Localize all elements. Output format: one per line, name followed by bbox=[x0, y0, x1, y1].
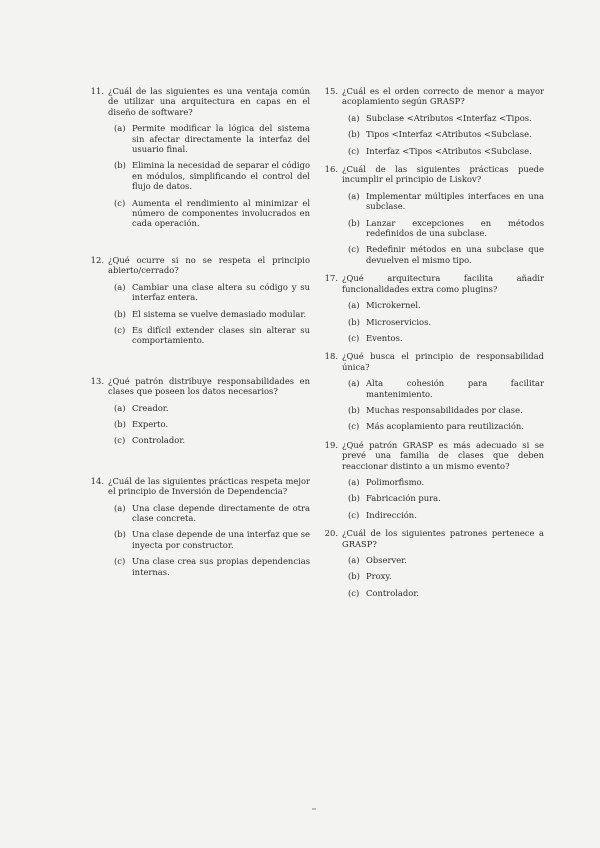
question-number: 11. bbox=[90, 86, 104, 96]
option-text: Elimina la necesidad de separar el código en módulos, simplificando el control del flujo de datos. bbox=[132, 160, 310, 192]
option-text: Alta cohesión para facilitar mantenimiento. bbox=[366, 378, 544, 399]
option-text: Una clase crea sus propias dependencias internas. bbox=[132, 556, 310, 577]
left-column bbox=[88, 86, 310, 583]
question-number: 19. bbox=[324, 439, 338, 450]
option-text: El sistema se vuelve demasiado modular. bbox=[132, 308, 307, 319]
question-text: ¿Qué busca el principio de responsabilidad única? bbox=[342, 351, 544, 372]
option-a bbox=[322, 300, 544, 310]
options-list bbox=[322, 113, 544, 156]
option-c bbox=[88, 198, 310, 229]
question-text: ¿Cuál es el orden correcto de menor a mayor acoplamiento según GRASP? bbox=[342, 86, 544, 107]
scan-mark bbox=[312, 808, 316, 810]
option-b bbox=[322, 218, 544, 239]
option-letter: (b) bbox=[348, 404, 360, 415]
option-b bbox=[322, 405, 544, 415]
option-text: Tipos <Interfaz <Atributos <Subclase. bbox=[366, 129, 532, 140]
option-text: Subclase <Atributos <Interfaz <Tipos. bbox=[366, 112, 532, 123]
option-a bbox=[322, 378, 544, 399]
option-letter: (b) bbox=[348, 129, 360, 140]
option-b bbox=[322, 317, 544, 327]
options-list bbox=[322, 191, 544, 265]
option-a bbox=[322, 555, 544, 565]
option-a bbox=[322, 191, 544, 212]
option-text: Muchas responsabilidades por clase. bbox=[366, 404, 523, 415]
option-c bbox=[88, 556, 310, 577]
option-letter: (b) bbox=[348, 493, 360, 504]
question-12 bbox=[88, 255, 310, 346]
option-text: Eventos. bbox=[366, 332, 403, 343]
option-letter: (c) bbox=[114, 324, 126, 335]
option-b bbox=[322, 493, 544, 503]
option-b bbox=[88, 160, 310, 191]
option-text: Cambiar una clase altera su código y su interfaz entera. bbox=[132, 281, 310, 303]
question-16 bbox=[322, 164, 544, 265]
option-text: Implementar múltiples interfaces en una subclase. bbox=[366, 190, 544, 212]
question-text: ¿Cuál de las siguientes es una ventaja común de utilizar una arquitectura en capas en el diseño de software? bbox=[108, 86, 310, 117]
option-c bbox=[322, 244, 544, 265]
option-text: Controlador. bbox=[132, 435, 186, 446]
option-letter: (c) bbox=[114, 197, 126, 208]
option-letter: (b) bbox=[114, 529, 126, 540]
question-19 bbox=[322, 440, 544, 520]
options-list bbox=[322, 555, 544, 598]
question-text: ¿Cuál de las siguientes prácticas respeta mejor el principio de Inversión de Dependencia? bbox=[108, 475, 310, 497]
options-list bbox=[88, 282, 310, 346]
option-b bbox=[322, 129, 544, 139]
option-c bbox=[322, 510, 544, 520]
option-letter: (b) bbox=[114, 160, 126, 171]
option-text: Una clase depende de una interfaz que se inyecta por constructor. bbox=[132, 529, 311, 550]
option-letter: (c) bbox=[348, 244, 360, 255]
option-letter: (c) bbox=[348, 145, 360, 156]
option-letter: (c) bbox=[348, 587, 360, 598]
question-number: 20. bbox=[324, 528, 338, 539]
option-c bbox=[322, 146, 544, 156]
question-text: ¿Qué patrón GRASP es más adecuado si se prevé una familia de clases que deben reaccionar distinto a un mismo evento? bbox=[342, 439, 544, 471]
option-text: Es difícil extender clases sin alterar su comportamiento. bbox=[132, 324, 310, 346]
question-15 bbox=[322, 86, 544, 156]
question-text: ¿Cuál de los siguientes patrones pertenece a GRASP? bbox=[342, 528, 544, 549]
option-b bbox=[88, 529, 310, 550]
option-text: Controlador. bbox=[366, 587, 420, 598]
options-list bbox=[322, 300, 544, 343]
option-c bbox=[322, 421, 544, 431]
question-text: ¿Qué ocurre si no se respeta el principio abierto/cerrado? bbox=[108, 254, 310, 276]
question-number: 12. bbox=[90, 254, 104, 265]
option-letter: (a) bbox=[348, 112, 360, 123]
option-letter: (b) bbox=[348, 217, 360, 228]
option-letter: (a) bbox=[348, 476, 360, 487]
options-list bbox=[88, 503, 310, 577]
option-letter: (c) bbox=[348, 332, 360, 343]
question-11 bbox=[88, 86, 310, 229]
option-text: Redefinir métodos en una subclase que devuelven el mismo tipo. bbox=[366, 244, 544, 265]
option-c bbox=[88, 325, 310, 346]
options-list bbox=[88, 403, 310, 446]
option-text: Polimorfismo. bbox=[366, 476, 425, 487]
option-text: Interfaz <Tipos <Atributos <Subclase. bbox=[366, 145, 532, 156]
option-b bbox=[322, 571, 544, 581]
option-a bbox=[88, 123, 310, 154]
option-a bbox=[322, 113, 544, 123]
question-number: 15. bbox=[324, 86, 338, 96]
option-letter: (a) bbox=[348, 378, 360, 389]
option-a bbox=[88, 503, 310, 524]
option-letter: (a) bbox=[348, 190, 360, 201]
question-number: 13. bbox=[90, 375, 104, 386]
option-text: Experto. bbox=[132, 418, 169, 429]
option-letter: (c) bbox=[348, 509, 360, 520]
option-letter: (b) bbox=[348, 316, 360, 327]
option-text: Microservicios. bbox=[366, 316, 432, 327]
option-text: Lanzar excepciones en métodos redefinidos de una subclase. bbox=[366, 217, 544, 239]
option-letter: (a) bbox=[348, 300, 360, 311]
option-letter: (a) bbox=[114, 502, 126, 513]
option-letter: (c) bbox=[114, 556, 126, 567]
question-number: 18. bbox=[324, 351, 338, 362]
option-b bbox=[88, 309, 310, 319]
option-text: Una clase depende directamente de otra clase concreta. bbox=[132, 502, 310, 523]
options-list bbox=[88, 123, 310, 229]
question-number: 17. bbox=[324, 273, 338, 284]
option-letter: (a) bbox=[114, 402, 126, 413]
option-letter: (b) bbox=[348, 571, 360, 582]
option-letter: (a) bbox=[114, 281, 126, 292]
option-letter: (a) bbox=[348, 555, 360, 565]
option-b bbox=[88, 419, 310, 429]
question-text: ¿Qué patrón distribuye responsabilidades en clases que poseen los datos necesarios? bbox=[108, 375, 310, 397]
option-text: Permite modificar la lógica del sistema sin afectar directamente la interfaz del usuario final. bbox=[132, 123, 310, 155]
option-letter: (b) bbox=[114, 418, 126, 429]
question-number: 14. bbox=[90, 475, 104, 486]
option-text: Aumenta el rendimiento al minimizar el número de componentes involucrados en cada operación. bbox=[132, 197, 310, 229]
question-text: ¿Qué arquitectura facilita añadir funcionalidades extra como plugins? bbox=[342, 273, 544, 294]
question-text: ¿Cuál de las siguientes prácticas puede incumplir el principio de Liskov? bbox=[342, 164, 544, 185]
option-c bbox=[322, 333, 544, 343]
option-a bbox=[88, 282, 310, 303]
option-c bbox=[88, 435, 310, 445]
question-14 bbox=[88, 476, 310, 577]
option-text: Creador. bbox=[132, 402, 169, 413]
option-letter: (c) bbox=[348, 421, 360, 432]
option-letter: (a) bbox=[114, 123, 126, 134]
question-13 bbox=[88, 376, 310, 446]
options-list bbox=[322, 378, 544, 432]
option-text: Más acoplamiento para reutilización. bbox=[366, 421, 524, 432]
question-17 bbox=[322, 273, 544, 343]
option-text: Fabricación pura. bbox=[366, 493, 441, 504]
option-letter: (b) bbox=[114, 308, 126, 319]
question-18 bbox=[322, 351, 544, 431]
option-a bbox=[322, 477, 544, 487]
option-c bbox=[322, 588, 544, 598]
question-number: 16. bbox=[324, 164, 338, 175]
option-text: Microkernel. bbox=[366, 300, 421, 311]
option-text: Proxy. bbox=[366, 571, 392, 582]
option-text: Observer. bbox=[366, 555, 407, 565]
option-a bbox=[88, 403, 310, 413]
question-20 bbox=[322, 528, 544, 598]
right-column bbox=[322, 86, 544, 604]
option-letter: (c) bbox=[114, 435, 126, 446]
options-list bbox=[322, 477, 544, 520]
option-text: Indirección. bbox=[366, 509, 417, 520]
